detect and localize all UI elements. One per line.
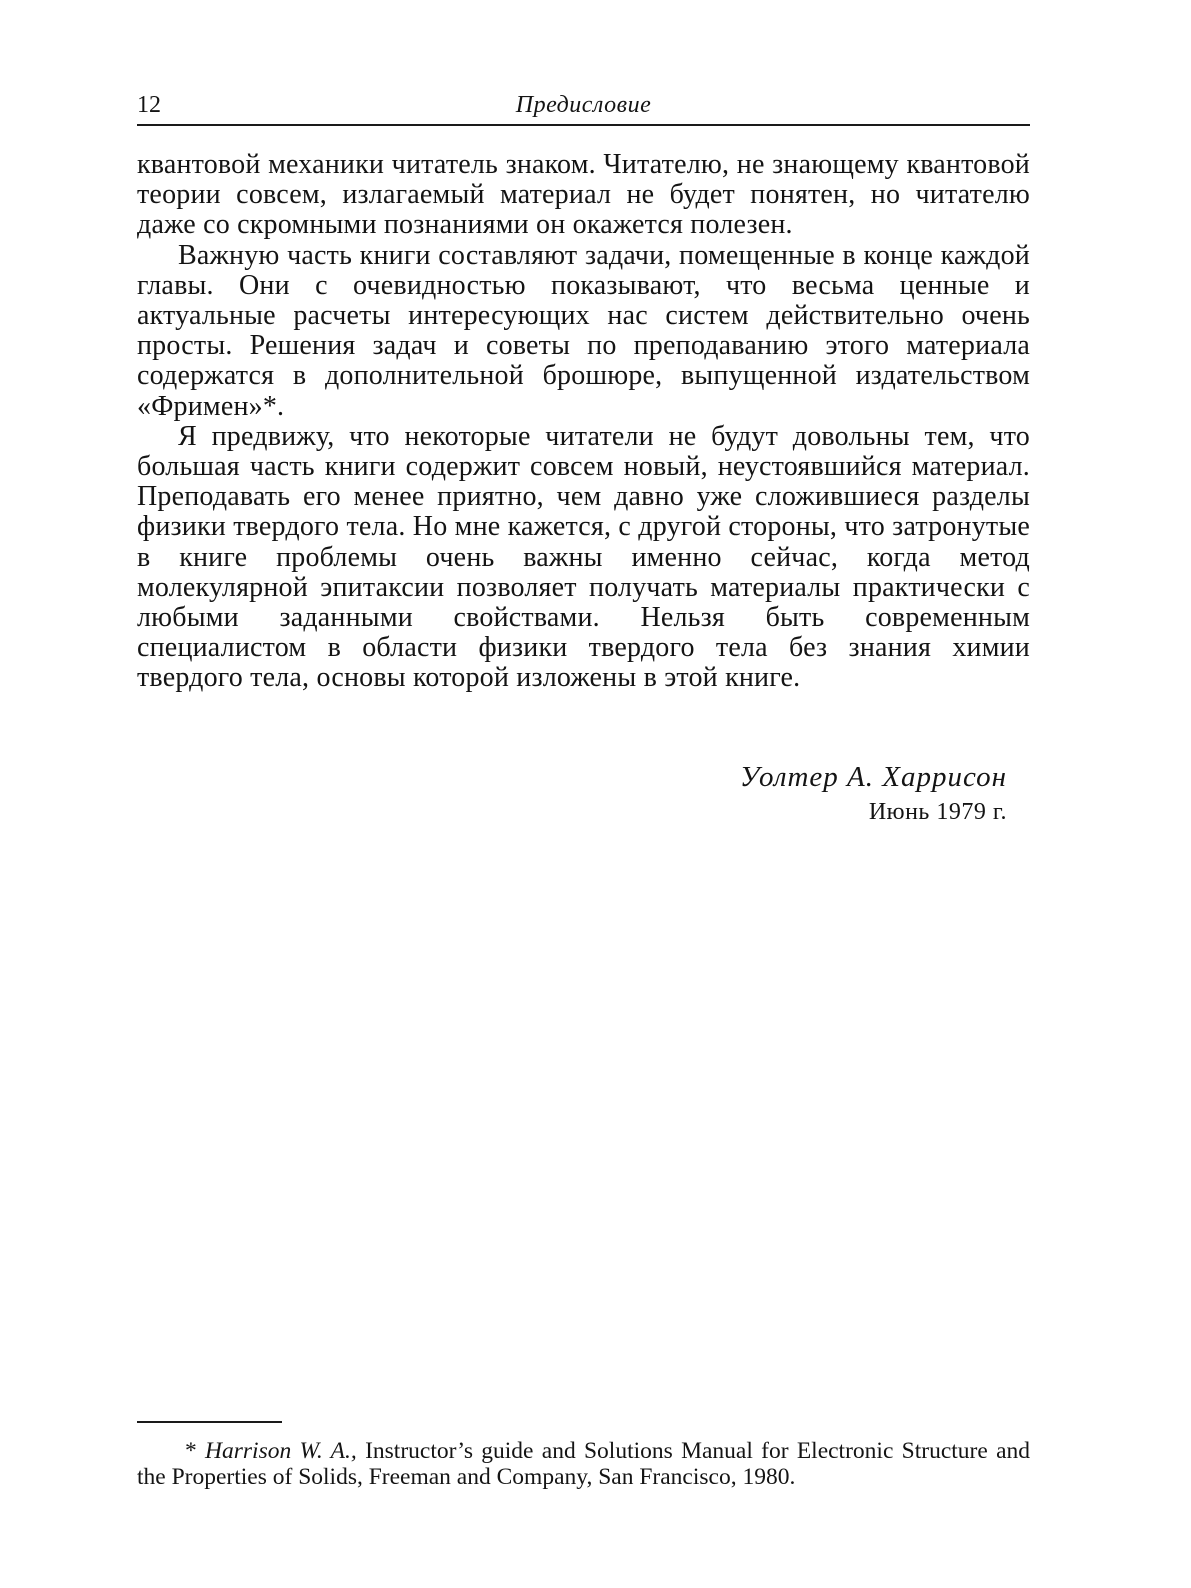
body-text xyxy=(137,150,1030,694)
paragraph-foresight: Я предвижу, что некоторые читатели не будут довольны тем, что большая часть книги содержит совсем новый, неустоявшийся материал. Преподавать его менее приятно, чем давно уже сложившиеся разделы физики твердого тела. Но мне кажется, с другой стороны, что затронутые в книге проблемы очень важны именно сейчас, когда метод молекулярной эпитаксии позволяет получать материалы практически с любыми заданными свойствами. Нельзя быть современным специалистом в области физики твердого тела без знания химии твердого тела, основы которой изложены в этой книге. xyxy=(137,420,1030,694)
paragraph-problems: Важную часть книги составляют задачи, помещенные в конце каждой главы. Они с очевидностью показывают, что весьма ценные и актуальные расчеты интересующих нас систем действительно очень просты. Решения задач и советы по преподаванию этого материала содержатся в дополнительной брошюре, выпущенной издательством «Фримен»*. xyxy=(137,239,1030,422)
footnote-marker: * xyxy=(185,1438,197,1464)
paragraph-continuation: квантовой механики читатель знаком. Читателю, не знающему квантовой теории совсем, излагаемый материал не будет понятен, но читателю даже со скромными познаниями он окажется полезен. xyxy=(137,149,1030,241)
footnote-text: Instructor’s guide and Solutions Manual for Electronic Structure and the Properties of Solids, Freeman and Company, San Francisco, 1980. xyxy=(137,1438,1031,1490)
signature-block xyxy=(740,760,1007,828)
page-number: 12 xyxy=(137,92,161,118)
running-head xyxy=(137,88,1030,126)
running-title: Предисловие xyxy=(515,92,652,118)
footnote-divider xyxy=(137,1421,282,1423)
footnote-author: Harrison W. A., xyxy=(205,1438,357,1464)
signature-date: Июнь 1979 г. xyxy=(868,799,1007,825)
author-name: Уолтер А. Харрисон xyxy=(739,761,1007,793)
footnote xyxy=(137,1438,1030,1490)
